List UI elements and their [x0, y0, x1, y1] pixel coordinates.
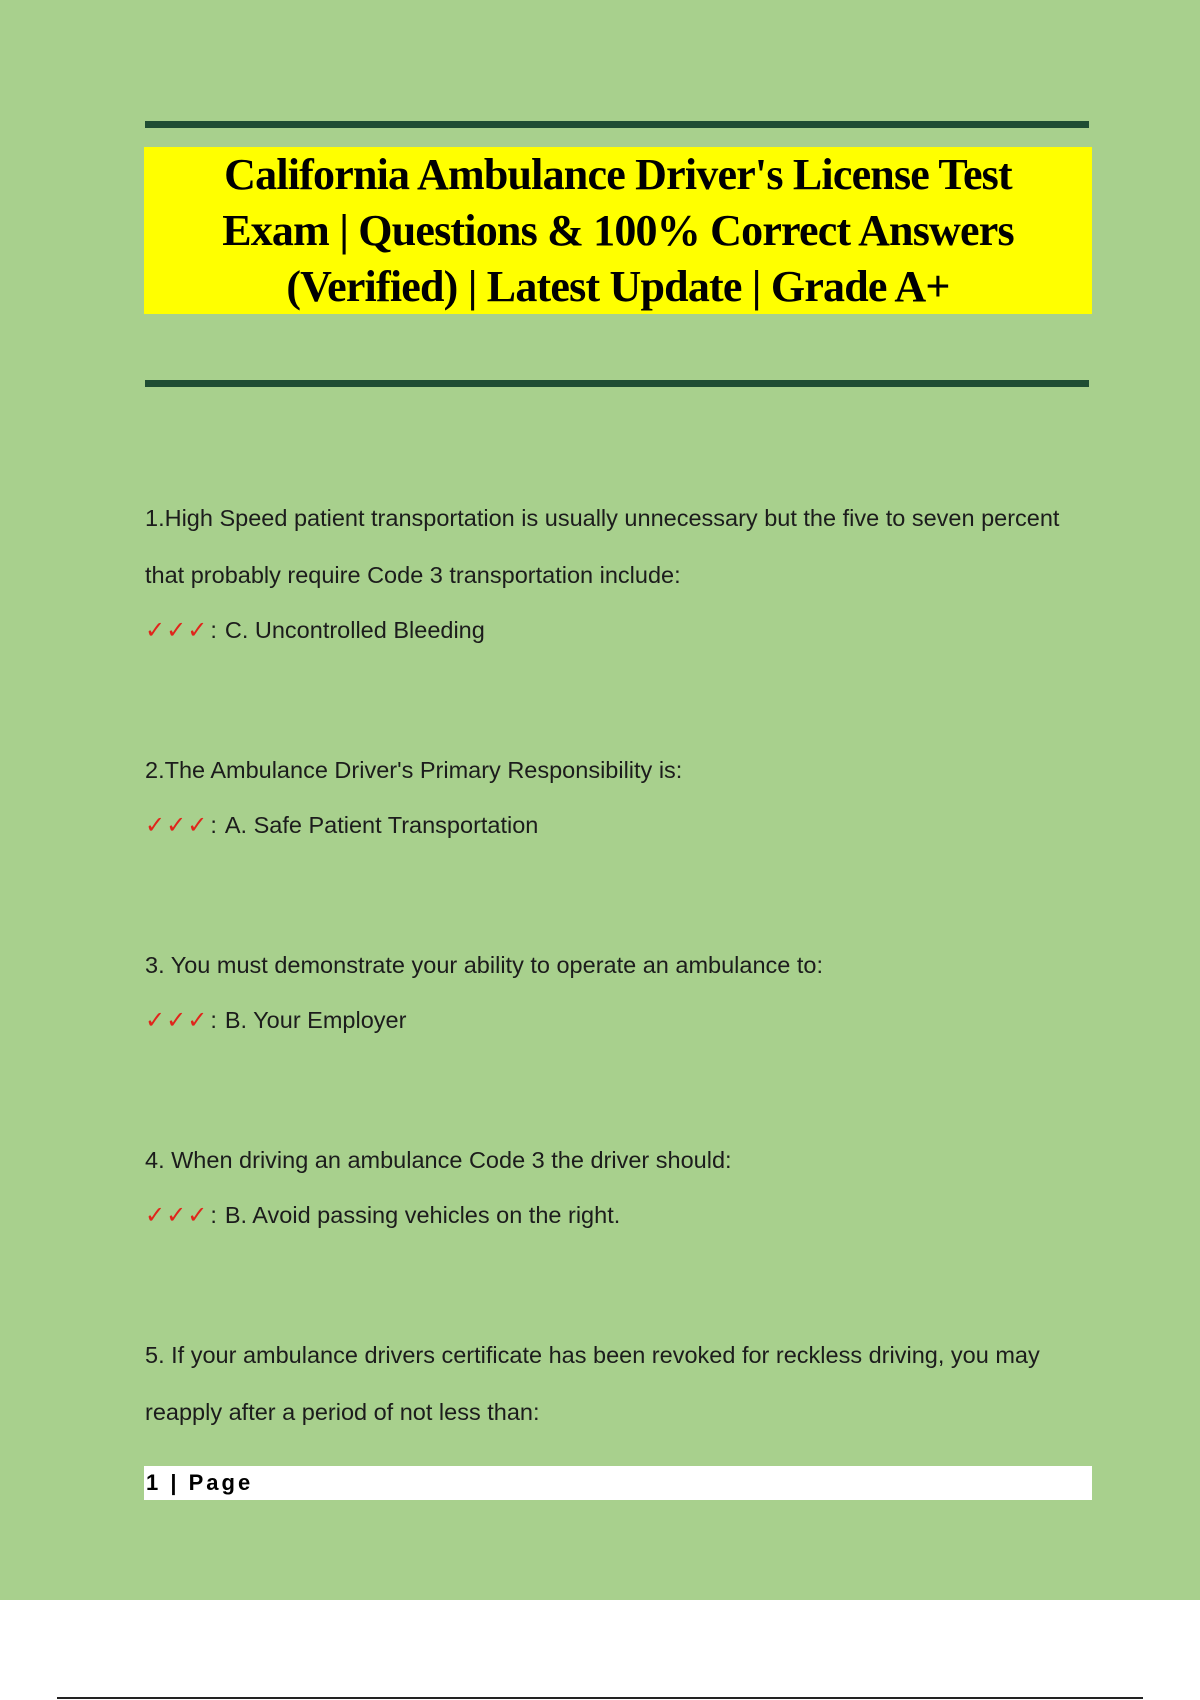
- question-list: [145, 490, 1095, 1441]
- question-text: 5. If your ambulance drivers certificate has been revoked for reckless driving, you may reapply after a period of not less than:: [145, 1342, 1040, 1425]
- check-mark-icon: ✓✓✓: [145, 811, 209, 839]
- page-footer: [144, 1466, 1092, 1500]
- answer-line: [145, 809, 1095, 841]
- question-item: [145, 742, 1095, 841]
- answer-line: [145, 1004, 1095, 1036]
- question-text: 4. When driving an ambulance Code 3 the driver should:: [145, 1147, 732, 1173]
- check-mark-icon: ✓✓✓: [145, 1201, 209, 1229]
- top-divider: [145, 121, 1089, 128]
- check-mark-icon: ✓✓✓: [145, 616, 209, 644]
- bottom-divider: [145, 380, 1089, 387]
- answer-colon: :: [210, 1007, 217, 1033]
- question-item: [145, 490, 1095, 646]
- answer-line: [145, 614, 1095, 646]
- document-title: California Ambulance Driver's License Test Exam | Questions & 100% Correct Answers (Verified) | Latest Update | Grade A+: [222, 149, 1014, 311]
- answer-text: B. Your Employer: [224, 1007, 407, 1033]
- answer-line: [145, 1199, 1095, 1231]
- page-separator: [57, 1697, 1143, 1699]
- answer-colon: :: [210, 617, 217, 643]
- question-text: 2.The Ambulance Driver's Primary Responsibility is:: [145, 757, 683, 783]
- answer-text: C. Uncontrolled Bleeding: [224, 617, 485, 643]
- title-banner: [144, 147, 1092, 314]
- question-item: [145, 1327, 1095, 1441]
- answer-text: A. Safe Patient Transportation: [224, 812, 539, 838]
- check-mark-icon: ✓✓✓: [145, 1006, 209, 1034]
- question-text: 3. You must demonstrate your ability to operate an ambulance to:: [145, 952, 824, 978]
- question-item: [145, 1132, 1095, 1231]
- answer-colon: :: [210, 1202, 217, 1228]
- page-number: 1 | Page: [146, 1470, 254, 1495]
- answer-colon: :: [210, 812, 217, 838]
- question-text: 1.High Speed patient transportation is usually unnecessary but the five to seven percent that probably require Code 3 transportation include:: [145, 505, 1060, 588]
- question-item: [145, 937, 1095, 1036]
- answer-text: B. Avoid passing vehicles on the right.: [224, 1202, 621, 1228]
